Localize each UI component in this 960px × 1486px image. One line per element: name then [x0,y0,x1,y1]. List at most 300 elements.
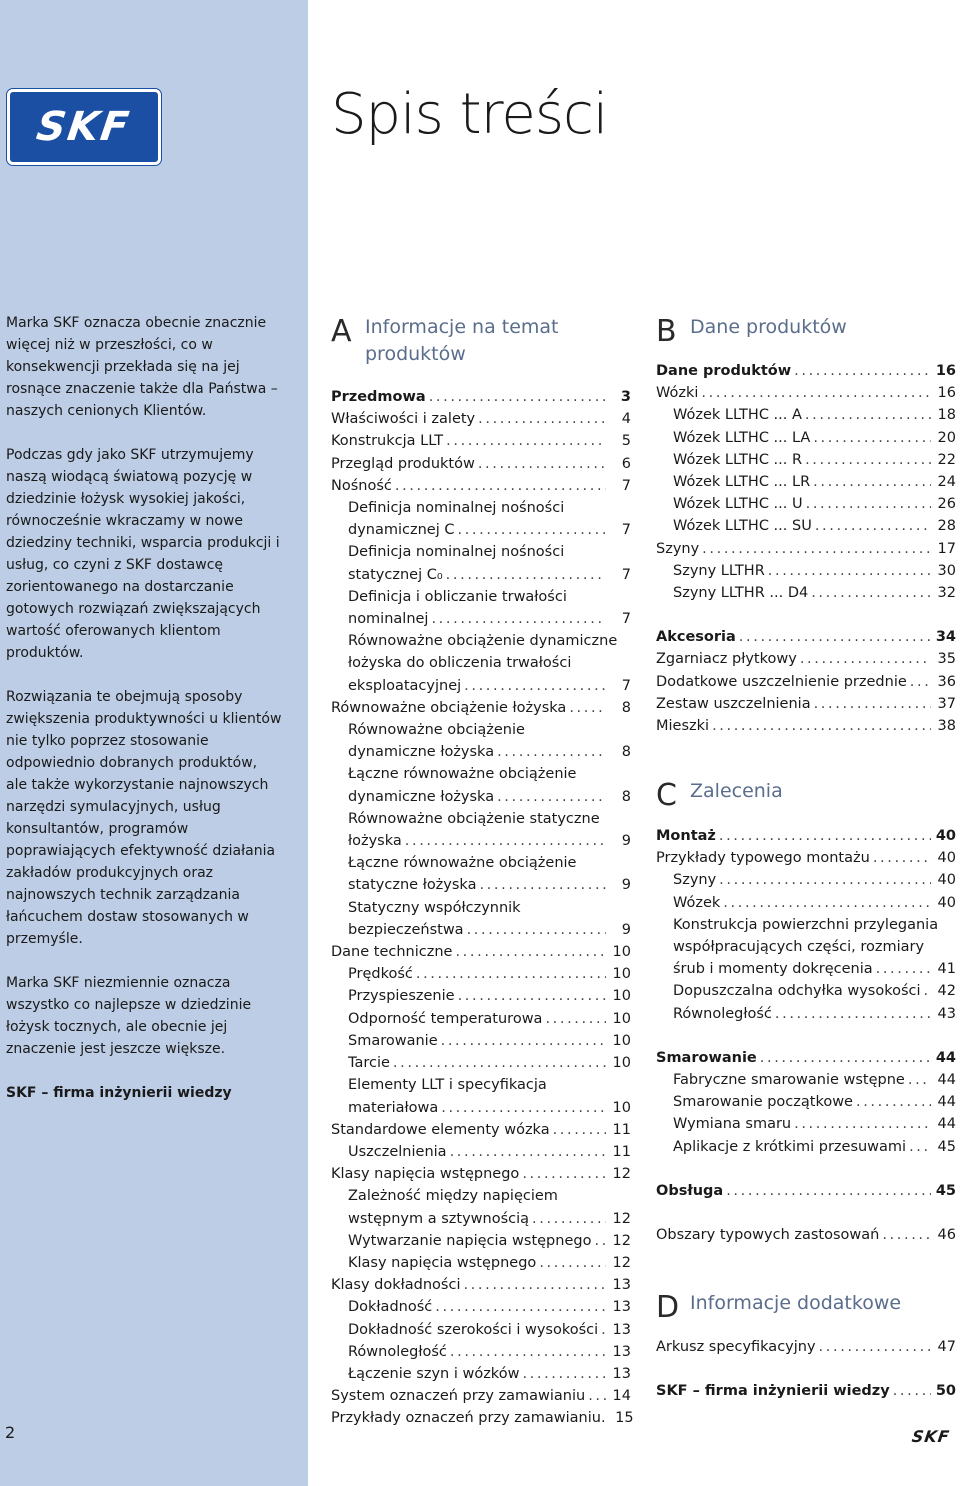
toc-entry[interactable] [656,1224,956,1246]
toc-entry[interactable] [331,697,631,719]
intro-paragraph-2: Podczas gdy jako SKF utrzymujemy naszą wiodącą światową pozycję w dziedzinie łożysk wysokiej jakości, równocześnie wkraczamy w nowe dziedziny techniki, wsparcia produkcji i usług, co czyni z SKF dostawcę zorientowanego na dostarczanie gotowych rozwiązań zwiększających wartość oferowanych klientom produktów. [6,447,280,661]
toc-entry-label: eksploatacyjnej [348,677,462,694]
toc-entry[interactable] [331,1185,631,1207]
toc-entry[interactable] [331,652,631,674]
toc-entry[interactable] [656,515,956,537]
skf-logo [7,89,161,165]
toc-entry-page: 38 [937,718,956,735]
toc-entry[interactable] [656,427,956,449]
toc-entry-page: 40 [937,850,956,867]
toc-entry[interactable] [656,493,956,515]
toc-list-d [656,1336,956,1402]
section-c-title: Zalecenia [690,780,783,802]
toc-entry[interactable] [331,1030,631,1052]
toc-entry-page: 45 [935,1182,956,1199]
toc-dot-leader [815,515,931,537]
toc-entry-label: nominalnej [348,611,429,628]
toc-entry-page: 40 [937,894,956,911]
toc-entry[interactable] [656,582,956,604]
toc-dot-leader [800,648,931,670]
toc-entry-label: Fabryczne smarowanie wstępne [673,1072,905,1089]
toc-entry[interactable] [656,958,956,980]
toc-entry-page: 9 [621,877,631,894]
toc-entry[interactable] [656,715,956,737]
toc-entry[interactable] [331,1052,631,1074]
toc-entry-page: 7 [621,566,631,583]
toc-entry-label: Równoważne obciążenie dynamiczne [348,633,618,650]
toc-entry-page: 9 [621,833,631,850]
toc-entry[interactable] [656,1069,956,1091]
toc-entry[interactable] [656,914,956,936]
toc-entry-page: 22 [937,451,956,468]
toc-dot-leader [856,1091,931,1113]
toc-entry[interactable] [331,852,631,874]
section-c-header [656,778,956,825]
toc-entry[interactable] [331,1274,631,1296]
toc-entry-page: 13 [612,1299,631,1316]
toc-entry[interactable] [331,919,631,941]
toc-entry[interactable] [331,763,631,785]
toc-dot-leader [441,1097,606,1119]
intro-text [6,312,282,1104]
toc-entry[interactable] [656,1047,956,1069]
toc-entry[interactable] [331,741,631,763]
toc-entry[interactable] [656,538,956,560]
toc-entry[interactable] [331,1252,631,1274]
toc-entry-label: Klasy dokładności [331,1277,461,1294]
toc-entry[interactable] [331,1008,631,1030]
toc-section-b [656,314,956,737]
toc-entry-label: Zestaw uszczelnienia [656,695,811,712]
toc-entry-label: Szyny LLTHR ... D4 [673,585,809,602]
toc-entry-label: Szyny [673,872,717,889]
toc-dot-leader [553,1119,606,1141]
toc-dot-leader [814,693,931,715]
toc-entry-label: Zależność między napięciem [348,1188,558,1205]
toc-list-a [331,386,634,1430]
toc-entry[interactable] [331,1163,631,1185]
skf-footer-logo-text: SKF [910,1426,952,1446]
toc-entry-page: 44 [935,1049,956,1066]
toc-section-a [331,314,634,1430]
toc-entry-page: 44 [937,1072,956,1089]
section-a-title: Informacje na temat produktów [365,316,559,365]
toc-entry[interactable] [331,1074,631,1096]
toc-dot-leader [479,874,606,896]
intro-paragraph-1: Marka SKF oznacza obecnie znacznie więcej niż w przeszłości, co w konsekwencji przekłada się na jej rosnące znaczenie także dla Państwa – naszych cenionych Klientów. [6,315,278,419]
toc-entry-page: 46 [937,1227,956,1244]
toc-entry-label: Klasy napięcia wstępnego [331,1166,520,1183]
toc-entry[interactable] [331,985,631,1007]
toc-entry-page: 30 [937,562,956,579]
toc-entry[interactable] [331,1363,631,1385]
toc-entry-page: 12 [612,1254,631,1271]
toc-dot-leader [478,453,606,475]
toc-entry-label: Właściwości i zalety [331,411,476,428]
toc-dot-leader [478,408,606,430]
toc-entry[interactable] [331,1141,631,1163]
toc-entry-page: 8 [621,744,631,761]
toc-dot-leader [450,1341,606,1363]
toc-entry-page: 17 [937,540,956,557]
section-b-title: Dane produktów [690,316,847,338]
toc-entry-label: dynamicznej C [348,522,455,539]
toc-entry-page: 34 [935,629,956,646]
toc-entry-page: 18 [937,407,956,424]
toc-dot-leader [768,560,931,582]
toc-entry-page: 11 [612,1121,631,1138]
toc-entry-label: Przedmowa [331,389,426,405]
toc-dot-leader [539,1252,606,1274]
toc-entry-page: 50 [935,1383,956,1400]
toc-dot-leader [416,963,606,985]
toc-entry[interactable] [331,963,631,985]
toc-entry-label: materiałowa [348,1099,439,1116]
toc-dot-leader [882,1224,931,1246]
toc-entry-page: 10 [612,988,631,1005]
toc-entry[interactable] [656,671,956,693]
toc-dot-leader [723,892,931,914]
toc-entry-page: 37 [937,695,956,712]
toc-dot-leader [719,825,931,847]
toc-entry[interactable] [656,693,956,715]
toc-entry-label: SKF – firma inżynierii wiedzy [656,1383,890,1400]
toc-entry-page: 40 [937,872,956,889]
toc-dot-leader [522,1163,606,1185]
toc-dot-leader [813,471,931,493]
toc-entry[interactable] [656,1380,956,1402]
toc-entry-label: Nośność [331,477,392,494]
toc-entry-page: 10 [612,1010,631,1027]
toc-dot-leader [395,475,606,497]
toc-entry-label: Równoważne obciążenie [348,722,525,739]
toc-entry-label: Tarcie [348,1055,390,1072]
toc-dot-leader [522,1363,606,1385]
toc-entry-label: bezpieczeństwa [348,921,464,938]
section-d-letter: D [656,1290,680,1325]
toc-entry-page: 13 [612,1365,631,1382]
toc-entry-page: 10 [612,944,631,961]
toc-entry-label: Łączne równoważne obciążenie [348,766,577,783]
toc-entry-label: Montaż [656,828,716,844]
toc-entry-page: 16 [937,385,956,402]
page-number: 2 [5,1423,16,1442]
toc-entry-page: 32 [937,585,956,602]
toc-entry[interactable] [331,564,631,586]
toc-entry-label: śrub i momenty dokręcenia [673,961,873,978]
section-a-letter: A [331,314,352,349]
toc-entry-page: 36 [937,673,956,690]
tagline: SKF – firma inżynierii wiedzy [6,1085,232,1101]
toc-entry-label: Definicja nominalnej nośności [348,544,565,561]
toc-entry-label: Smarowanie [348,1032,438,1049]
toc-entry-label: Przykłady oznaczeń przy zamawianiu. [331,1410,606,1427]
toc-dot-leader [446,564,606,586]
toc-dot-leader [726,1180,931,1202]
toc-entry-label: Statyczny współczynnik [348,899,521,916]
toc-entry-label: Łączenie szyn i wózków [348,1365,520,1382]
toc-entry-page: 12 [612,1210,631,1227]
toc-dot-leader [435,1296,606,1318]
toc-entry[interactable] [656,648,956,670]
toc-entry-label: Równoważne obciążenie łożyska [331,699,567,716]
toc-entry[interactable] [331,1230,631,1252]
toc-entry[interactable] [331,830,631,852]
toc-dot-leader [760,1047,931,1069]
toc-entry-label: Elementy LLT i specyfikacja [348,1077,547,1094]
toc-entry[interactable] [331,497,631,519]
toc-dot-leader [463,1274,606,1296]
toc-entry[interactable] [331,874,631,896]
toc-dot-leader [908,1069,931,1091]
toc-dot-leader [775,1003,931,1025]
toc-entry[interactable] [331,630,631,652]
toc-dot-leader [805,449,931,471]
section-d-title: Informacje dodatkowe [690,1292,902,1314]
section-c-letter: C [656,778,677,813]
toc-entry[interactable] [656,936,956,958]
toc-entry-label: łożyska [348,833,402,850]
toc-entry-page: 15 [615,1410,634,1427]
toc-entry[interactable] [656,404,956,426]
toc-entry[interactable] [656,1336,956,1358]
toc-entry-page: 47 [937,1339,956,1355]
toc-entry-label: statycznej C₀ [348,566,443,583]
toc-entry[interactable] [331,608,631,630]
toc-entry-label: Dokładność szerokości i wysokości [348,1321,599,1338]
toc-dot-leader [429,386,606,408]
toc-dot-leader [739,626,931,648]
toc-entry-page: 13 [612,1321,631,1338]
toc-entry[interactable] [331,475,631,497]
section-b-letter: B [656,314,677,349]
toc-entry-page: 7 [621,477,631,494]
toc-dot-leader [455,941,606,963]
toc-entry-page: 8 [621,699,631,716]
toc-entry-label: dynamiczne łożyska [348,788,495,805]
toc-dot-leader [712,715,931,737]
toc-entry-page: 11 [612,1143,631,1160]
toc-entry-page: 14 [612,1388,631,1405]
toc-entry-label: Wózek LLTHC ... SU [673,518,812,535]
toc-entry-page: 10 [612,966,631,983]
toc-entry[interactable] [331,1341,631,1363]
toc-entry-page: 5 [621,433,631,450]
toc-entry[interactable] [331,675,631,697]
toc-entry[interactable] [656,560,956,582]
toc-entry[interactable] [331,786,631,808]
toc-entry-label: Wózek LLTHC ... A [673,407,802,424]
toc-entry-label: Konstrukcja LLT [331,433,444,450]
toc-entry-label: Smarowanie [656,1049,757,1066]
toc-entry[interactable] [656,1180,956,1202]
toc-entry-label: Szyny [656,540,700,557]
toc-dot-leader [805,404,931,426]
toc-entry-page: 8 [621,788,631,805]
toc-entry-page: 44 [937,1094,956,1111]
section-b-header [656,314,956,360]
toc-entry-label: Konstrukcja powierzchni przylegania [673,916,939,933]
toc-dot-leader [393,1052,606,1074]
toc-entry[interactable] [656,449,956,471]
toc-entry-label: Przykłady typowego montażu [656,850,870,867]
toc-entry[interactable] [656,892,956,914]
toc-entry-label: Wózek [673,894,721,911]
toc-entry[interactable] [656,1091,956,1113]
toc-entry-page: 35 [937,651,956,668]
toc-entry[interactable] [331,1119,631,1141]
toc-entry-label: Definicja nominalnej nośności [348,500,565,517]
toc-entry-page: 12 [612,1166,631,1183]
toc-entry[interactable] [331,1319,631,1341]
toc-entry[interactable] [331,1296,631,1318]
toc-dot-leader [497,786,606,808]
toc-dot-leader [702,538,931,560]
toc-entry-label: statyczne łożyska [348,877,477,894]
toc-entry-label: Klasy napięcia wstępnego [348,1254,537,1271]
toc-entry-page: 43 [937,1005,956,1022]
toc-entry[interactable] [331,1097,631,1119]
toc-dot-leader [873,847,931,869]
toc-entry-page: 12 [612,1232,631,1249]
toc-entry[interactable] [331,586,631,608]
toc-entry-label: Szyny LLTHR [673,562,765,579]
toc-entry-label: wstępnym a sztywnością [348,1210,530,1227]
toc-entry[interactable] [656,1003,956,1025]
toc-entry-label: Wózek LLTHC ... U [673,496,803,513]
toc-section-c [656,778,956,1246]
toc-list-c [656,825,956,1246]
toc-entry-label: Uszczelnienia [348,1143,447,1160]
toc-dot-leader [532,1208,606,1230]
toc-entry-label: Smarowanie początkowe [673,1094,853,1111]
toc-entry-page: 28 [937,518,956,535]
toc-entry[interactable] [331,386,631,408]
toc-entry[interactable] [656,825,956,847]
toc-entry-label: Wózek LLTHC ... LA [673,429,811,446]
toc-entry-label: Definicja i obliczanie trwałości [348,588,567,605]
toc-dot-leader [588,1385,606,1407]
toc-dot-leader [497,741,606,763]
toc-entry-label: Zgarniacz płytkowy [656,651,797,668]
toc-entry-label: Równoległość [673,1005,772,1022]
toc-dot-leader [458,985,606,1007]
skf-footer-logo [906,1426,956,1446]
toc-entry-page: 7 [621,611,631,628]
toc-entry[interactable] [656,847,956,869]
toc-entry[interactable] [656,1136,956,1158]
toc-dot-leader [601,1319,606,1341]
toc-entry[interactable] [331,897,631,919]
toc-entry-label: Dane techniczne [331,944,453,961]
toc-entry-label: Przegląd produktów [331,455,475,472]
toc-entry[interactable] [331,941,631,963]
section-d-header [656,1290,956,1336]
toc-entry-label: Wytwarzanie napięcia wstępnego [348,1232,592,1249]
toc-entry-page: 44 [937,1116,956,1133]
toc-entry-page: 10 [612,1032,631,1049]
toc-entry[interactable] [331,808,631,830]
toc-entry-label: Arkusz specyfikacyjny [656,1339,816,1355]
toc-entry[interactable] [656,980,956,1002]
toc-entry-label: System oznaczeń przy zamawianiu [331,1388,586,1405]
intro-paragraph-4: Marka SKF niezmiennie oznacza wszystko co najlepsze w dziedzinie łożysk tocznych, ale obecnie jej znaczenie jest jeszcze większe. [6,975,252,1057]
toc-entry[interactable] [331,1407,634,1429]
toc-dot-leader [806,493,931,515]
toc-dot-leader [794,1113,931,1135]
toc-entry-page: 9 [621,921,631,938]
toc-entry-page: 10 [612,1055,631,1072]
page-title: Spis treści [331,82,608,147]
toc-entry[interactable] [656,360,956,382]
toc-entry-label: Aplikacje z krótkimi przesuwami [673,1138,907,1155]
toc-entry[interactable] [331,1208,631,1230]
toc-entry-page: 26 [937,496,956,513]
toc-entry[interactable] [331,719,631,741]
intro-paragraph-3: Rozwiązania te obejmują sposoby zwiększenia produktywności u klientów nie tylko poprzez stosowanie odpowiednio dobranych produktów, ale także wykorzystanie najnowszych narzędzi symulacyjnych, usług konsultantów, programów poprawiających efektywność działania zakładów produkcyjnych oraz najnowszych technik zarządzania łańcuchem dostaw stosowanych w przemyśle. [6,689,282,947]
toc-entry-page: 40 [935,828,956,844]
toc-dot-leader [431,608,606,630]
toc-entry-label: łożyska do obliczenia trwałości [348,655,572,672]
toc-entry[interactable] [331,453,631,475]
toc-dot-leader [909,1136,931,1158]
toc-dot-leader [446,430,606,452]
section-a-header [331,314,631,386]
toc-entry[interactable] [331,408,631,430]
toc-entry[interactable] [331,519,631,541]
toc-entry-label: Wózki [656,385,699,402]
toc-entry-label: Przyspieszenie [348,988,455,1005]
toc-list-b [656,360,956,737]
toc-entry-label: Równoważne obciążenie statyczne [348,810,600,827]
toc-entry[interactable] [331,430,631,452]
toc-entry[interactable] [656,382,956,404]
toc-dot-leader [819,1336,931,1358]
toc-dot-leader [457,519,606,541]
toc-dot-leader [876,958,931,980]
toc-entry-label: współpracujących części, rozmiary [673,939,925,956]
toc-entry-label: Akcesoria [656,629,736,646]
toc-entry-label: Wymiana smaru [673,1116,792,1133]
toc-entry-page: 4 [621,411,631,428]
toc-entry[interactable] [656,626,956,648]
toc-entry-label: Odporność temperaturowa [348,1010,543,1027]
toc-dot-leader [893,1380,931,1402]
toc-entry[interactable] [656,1113,956,1135]
toc-dot-leader [464,675,606,697]
toc-entry-page: 7 [621,522,631,539]
toc-entry-label: Dokładność [348,1299,433,1316]
toc-entry-label: Prędkość [348,966,413,983]
toc-entry-page: 6 [621,455,631,472]
toc-entry-page: 3 [620,389,631,405]
toc-entry[interactable] [656,471,956,493]
toc-dot-leader [719,869,931,891]
toc-entry-page: 13 [612,1277,631,1294]
toc-dot-leader [450,1141,606,1163]
toc-entry[interactable] [331,541,631,563]
toc-entry-page: 45 [937,1138,956,1155]
toc-entry-page: 42 [937,983,956,1000]
toc-section-d [656,1290,956,1402]
toc-entry[interactable] [656,869,956,891]
toc-dot-leader [569,697,606,719]
toc-entry-page: 7 [621,677,631,694]
toc-entry-label: Mieszki [656,718,710,735]
toc-entry-page: 41 [937,961,956,978]
toc-entry[interactable] [331,1385,631,1407]
toc-dot-leader [467,919,606,941]
